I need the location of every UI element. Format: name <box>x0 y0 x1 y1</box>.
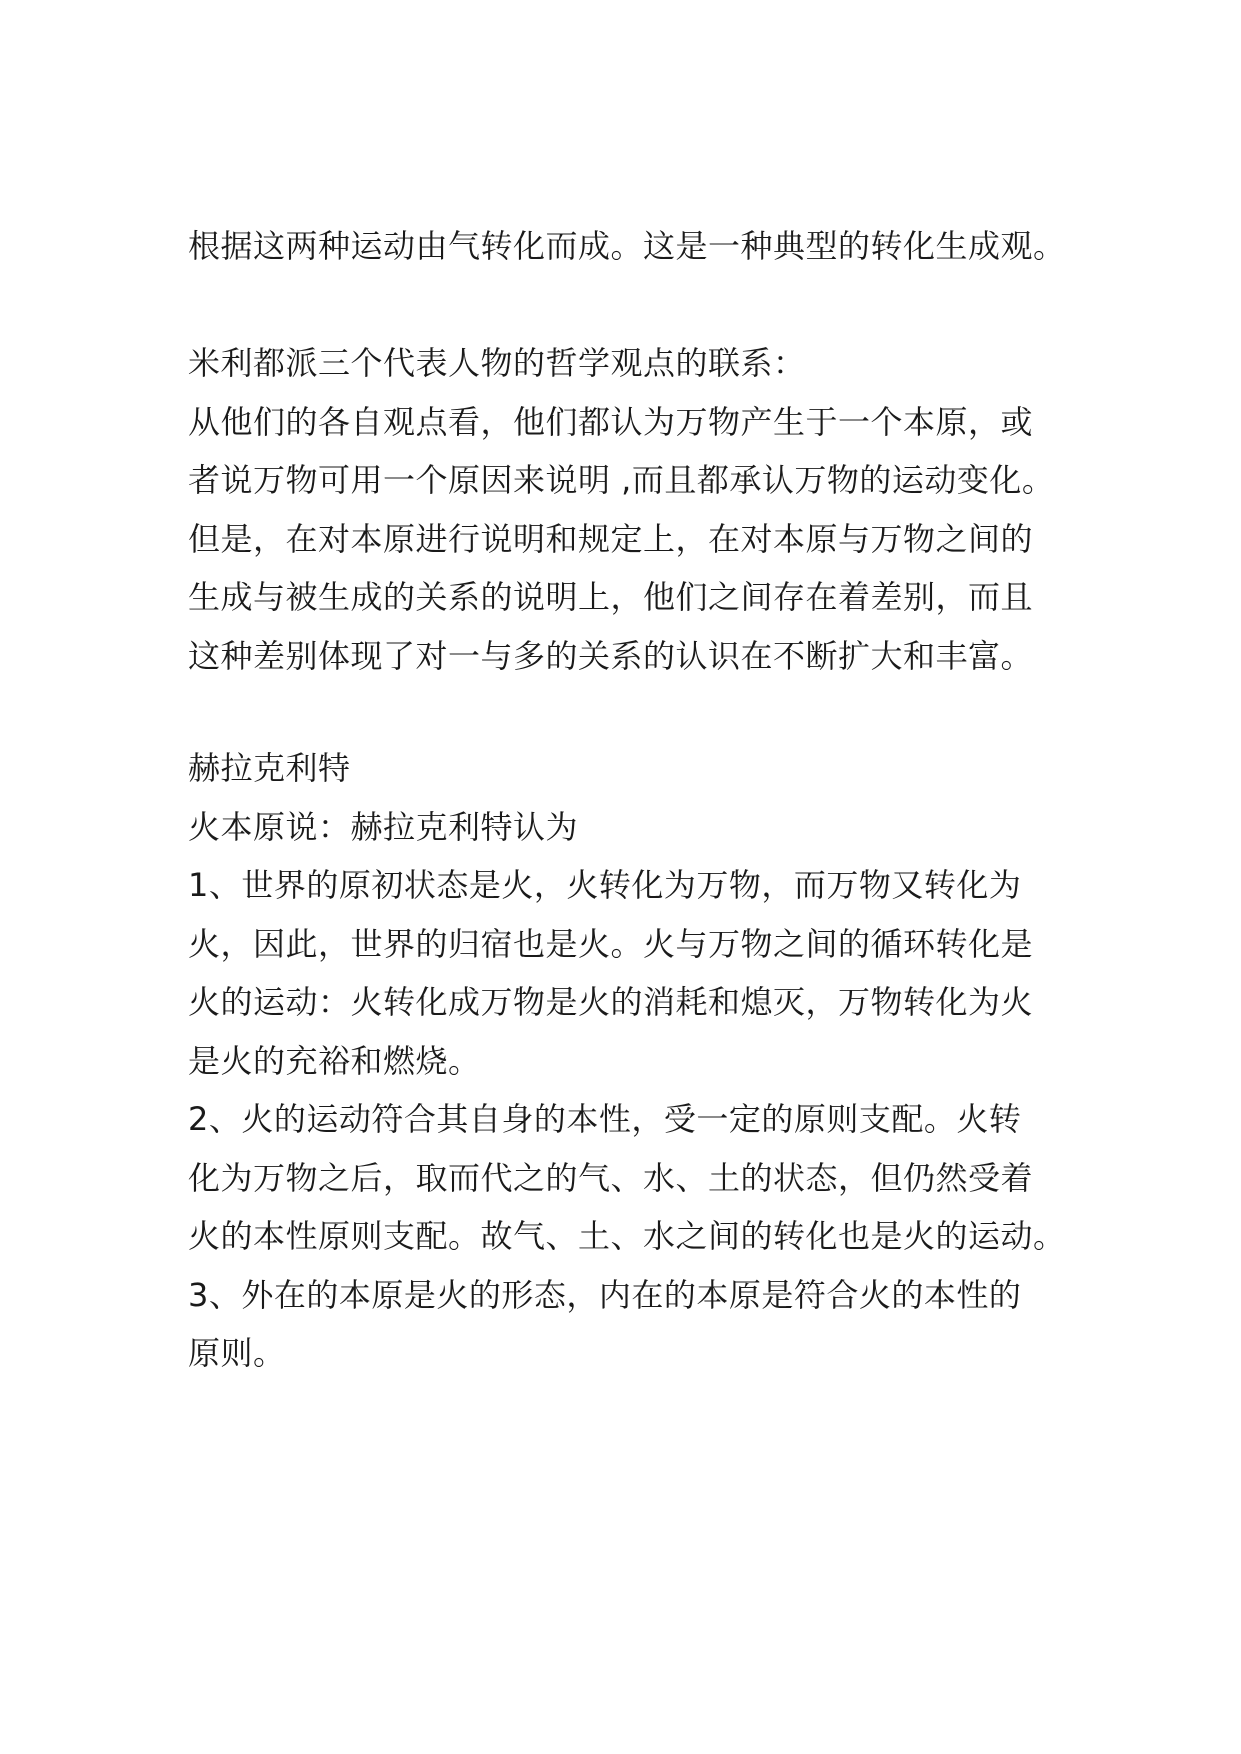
text-line: 这种差别体现了对一与多的关系的认识在不断扩大和丰富。 <box>188 637 1034 675</box>
text-line: 根据这两种运动由气转化而成。这是一种典型的转化生成观。 <box>188 227 1066 265</box>
text-line: 从他们的各自观点看，他们都认为万物产生于一个本原，或 <box>188 403 1034 441</box>
text-line: 原则。 <box>188 1334 286 1372</box>
list-item: 1、世界的原初状态是火，火转化为万物，而万物又转化为 <box>188 866 1022 904</box>
text-line: 生成与被生成的关系的说明上，他们之间存在着差别，而且 <box>188 578 1034 616</box>
text-line: 火的运动：火转化成万物是火的消耗和熄灭，万物转化为火 <box>188 983 1034 1021</box>
text-line: 是火的充裕和燃烧。 <box>188 1042 481 1080</box>
list-item: 3、外在的本原是火的形态，内在的本原是符合火的本性的 <box>188 1276 1022 1314</box>
list-item: 2、火的运动符合其自身的本性，受一定的原则支配。火转 <box>188 1100 1022 1138</box>
text-line: 但是，在对本原进行说明和规定上，在对本原与万物之间的 <box>188 520 1034 558</box>
text-line: 火，因此，世界的归宿也是火。火与万物之间的循环转化是 <box>188 925 1034 963</box>
text-line: 米利都派三个代表人物的哲学观点的联系： <box>188 344 806 382</box>
section-heading: 赫拉克利特 <box>188 749 351 787</box>
text-line: 火的本性原则支配。故气、土、水之间的转化也是火的运动。 <box>188 1217 1066 1255</box>
text-line: 者说万物可用一个原因来说明 ,而且都承认万物的运动变化。 <box>188 461 1055 499</box>
text-line: 火本原说：赫拉克利特认为 <box>188 808 579 846</box>
text-line: 化为万物之后，取而代之的气、水、土的状态，但仍然受着 <box>188 1159 1034 1197</box>
